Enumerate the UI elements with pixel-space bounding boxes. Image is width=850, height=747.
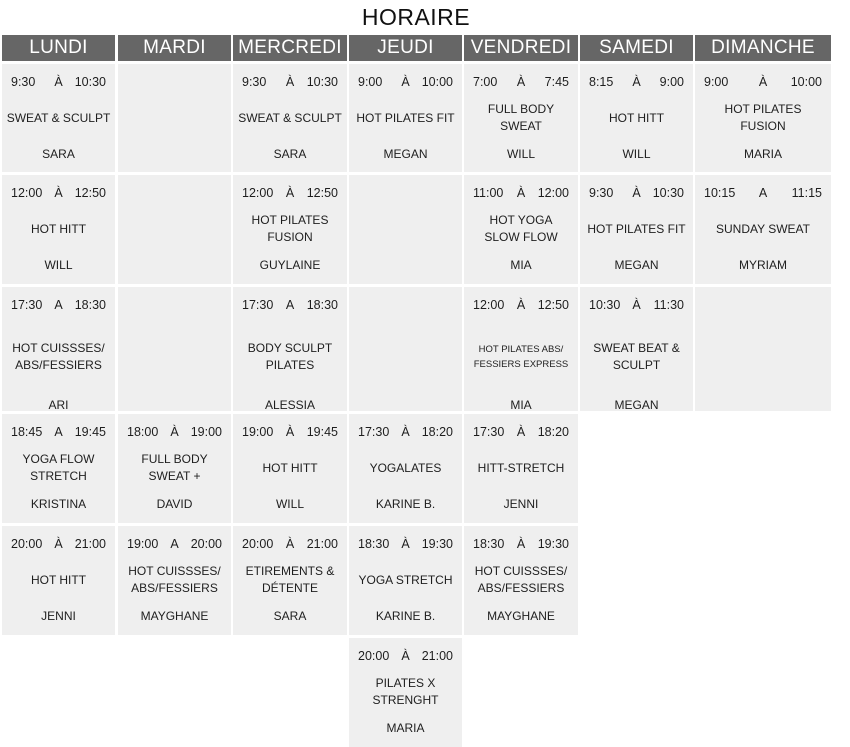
end-time: 18:30 [74,298,106,312]
class-name: YOGALATES [369,460,442,475]
class-slot [2,175,115,284]
empty-slot [118,287,231,411]
class-slot [695,64,831,172]
instructor-name: SARA [273,147,307,161]
end-time: 10:00 [790,75,822,89]
class-name: HOT YOGA SLOW FLOW [484,213,558,244]
class-slot [233,414,347,523]
start-time: 17:30 [11,298,43,312]
time-range [349,72,462,92]
time-separator: À [516,425,526,439]
time-separator: A [54,425,63,439]
time-separator: À [516,537,526,551]
start-time: 9:30 [11,75,36,89]
time-range [2,422,115,442]
start-time: 9:00 [358,75,383,89]
time-range [118,422,231,442]
time-range [2,183,115,203]
class-name: HOT CUISSSES/ ABS/FESSIERS [12,341,105,372]
class-name: SUNDAY SWEAT [715,221,810,236]
instructor-name: ARI [48,398,69,412]
instructor-name: KARINE B. [375,497,436,511]
start-time: 17:30 [358,425,390,439]
time-separator: À [632,186,641,200]
day-header-mardi: MARDI [118,35,231,61]
class-slot [2,64,115,172]
instructor-name: MIA [510,398,532,412]
end-time: 18:30 [306,298,338,312]
time-separator: À [54,537,63,551]
class-name: HOT HITT [30,572,87,587]
start-time: 12:00 [11,186,43,200]
time-range [233,422,347,442]
start-time: 19:00 [127,537,159,551]
start-time: 17:30 [473,425,505,439]
end-time: 12:00 [537,186,569,200]
empty-slot [349,175,462,284]
instructor-name: MARIA [743,147,782,161]
class-name: HOT HITT [30,221,87,236]
class-slot [464,175,578,284]
time-separator: À [516,186,526,200]
start-time: 9:00 [704,75,729,89]
schedule-grid [2,35,832,747]
instructor-name: ALESSIA [264,398,316,412]
time-separator: À [285,537,295,551]
end-time: 19:45 [306,425,338,439]
empty-slot [118,175,231,284]
end-time: 19:00 [190,425,222,439]
start-time: 18:45 [11,425,43,439]
time-range [464,422,578,442]
instructor-name: MIA [510,258,532,272]
time-separator: À [54,186,63,200]
start-time: 18:30 [358,537,390,551]
start-time: 11:00 [473,186,504,200]
time-range [2,295,115,315]
class-name: HOT PILATES FUSION [251,213,329,244]
time-range [580,72,693,92]
class-slot [2,287,115,411]
class-name: ETIREMENTS & DÉTENTE [245,564,335,595]
time-range [233,534,347,554]
time-separator: À [632,75,641,89]
end-time: 21:00 [421,649,453,663]
day-header-mercredi: MERCREDI [233,35,347,61]
instructor-name: MARIA [386,721,425,735]
class-name: HOT PILATES FIT [356,110,455,125]
class-slot [464,526,578,635]
time-range [2,72,115,92]
start-time: 9:30 [589,186,614,200]
class-slot [580,175,693,284]
instructor-name: KARINE B. [375,609,436,623]
time-range [464,295,578,315]
class-slot [2,414,115,523]
start-time: 9:30 [242,75,267,89]
instructor-name: WILL [622,147,651,161]
instructor-name: GUYLAINE [259,258,321,272]
time-separator: À [758,75,768,89]
time-range [464,534,578,554]
end-time: 21:00 [306,537,338,551]
start-time: 10:30 [589,298,621,312]
instructor-name: MEGAN [383,147,428,161]
time-range [349,422,462,442]
class-slot [464,414,578,523]
class-slot [233,287,347,411]
class-name: YOGA FLOW STRETCH [22,452,95,483]
class-slot [349,526,462,635]
time-range [464,72,578,92]
end-time: 7:45 [544,75,569,89]
end-time: 9:00 [659,75,684,89]
time-range [349,646,462,666]
class-name: HOT CUISSSES/ ABS/FESSIERS [474,564,568,595]
class-name: FULL BODY SWEAT [487,102,555,133]
end-time: 10:30 [306,75,338,89]
instructor-name: MAYGHANE [487,609,555,623]
time-separator: À [170,425,179,439]
start-time: 17:30 [242,298,274,312]
end-time: 10:30 [652,186,684,200]
day-header-samedi: SAMEDI [580,35,693,61]
time-range [695,183,831,203]
empty-slot [695,287,831,411]
instructor-name: KRISTINA [30,497,87,511]
time-separator: À [285,75,295,89]
time-range [464,183,578,203]
class-slot [349,64,462,172]
class-slot [2,526,115,635]
end-time: 19:30 [421,537,453,551]
time-separator: A [170,537,179,551]
class-slot [464,64,578,172]
start-time: 10:15 [704,186,736,200]
instructor-name: WILL [44,258,73,272]
instructor-name: WILL [275,497,304,511]
time-range [580,295,693,315]
time-separator: À [285,186,295,200]
class-name: HOT CUISSSES/ ABS/FESSIERS [128,564,221,595]
start-time: 12:00 [242,186,274,200]
instructor-name: MYRIAM [739,258,787,272]
start-time: 20:00 [11,537,43,551]
class-name: SWEAT & SCULPT [238,110,342,125]
time-separator: A [285,298,295,312]
class-slot [233,64,347,172]
class-slot [464,287,578,411]
start-time: 19:00 [242,425,274,439]
start-time: 18:00 [127,425,159,439]
start-time: 20:00 [242,537,274,551]
class-slot [695,175,831,284]
instructor-name: MEGAN [614,398,659,412]
class-slot [233,526,347,635]
day-header-jeudi: JEUDI [349,35,462,61]
instructor-name: JENNI [503,497,539,511]
start-time: 7:00 [473,75,498,89]
class-name: PILATES X STRENGHT [372,676,439,707]
day-header-lundi: LUNDI [2,35,115,61]
end-time: 20:00 [190,537,222,551]
time-separator: À [516,75,526,89]
class-slot [118,414,231,523]
start-time: 12:00 [473,298,505,312]
time-range [580,183,693,203]
class-name: SWEAT & SCULPT [6,110,111,125]
instructor-name: MAYGHANE [140,609,209,623]
empty-slot [118,64,231,172]
time-range [233,72,347,92]
class-slot [349,414,462,523]
class-name: SWEAT BEAT & SCULPT [593,341,680,372]
time-separator: À [401,425,410,439]
time-range [349,534,462,554]
class-slot [349,638,462,747]
time-separator: A [758,186,768,200]
class-name: HOT PILATES FUSION [724,102,802,133]
class-name: YOGA STRETCH [358,572,453,587]
instructor-name: SARA [42,147,75,161]
time-separator: À [401,75,410,89]
time-separator: À [401,537,410,551]
day-header-vendredi: VENDREDI [464,35,578,61]
empty-slot [349,287,462,411]
end-time: 10:00 [421,75,453,89]
time-separator: A [54,298,63,312]
time-range [118,534,231,554]
end-time: 12:50 [537,298,569,312]
time-separator: À [516,298,526,312]
time-separator: À [54,75,63,89]
class-name: HOT HITT [262,460,318,475]
end-time: 18:20 [537,425,569,439]
time-range [695,72,831,92]
class-slot [580,64,693,172]
time-range [2,534,115,554]
time-separator: À [401,649,410,663]
instructor-name: SARA [273,609,307,623]
end-time: 19:45 [74,425,106,439]
class-name: BODY SCULPT PILATES [247,341,333,372]
day-header-dimanche: DIMANCHE [695,35,831,61]
start-time: 18:30 [473,537,505,551]
class-name: HOT HITT [608,110,665,125]
page-title: HORAIRE [361,4,471,30]
class-slot [580,287,693,411]
start-time: 20:00 [358,649,390,663]
class-slot [233,175,347,284]
end-time: 12:50 [306,186,338,200]
instructor-name: MEGAN [614,258,659,272]
time-range [233,183,347,203]
end-time: 21:00 [74,537,106,551]
end-time: 18:20 [421,425,453,439]
class-name: FULL BODY SWEAT + [141,452,208,483]
instructor-name: JENNI [41,609,76,623]
class-name: HOT PILATES FIT [587,221,686,236]
end-time: 10:30 [74,75,106,89]
end-time: 11:15 [791,186,822,200]
instructor-name: WILL [506,147,535,161]
class-name: HOT PILATES ABS/ FESSIERS EXPRESS [473,344,569,370]
end-time: 19:30 [537,537,569,551]
end-time: 11:30 [653,298,684,312]
class-slot [118,526,231,635]
time-separator: À [285,425,295,439]
instructor-name: DAVID [156,497,193,511]
class-name: HITT-STRETCH [477,460,565,475]
time-separator: À [632,298,641,312]
start-time: 8:15 [589,75,614,89]
time-range [233,295,347,315]
end-time: 12:50 [74,186,106,200]
